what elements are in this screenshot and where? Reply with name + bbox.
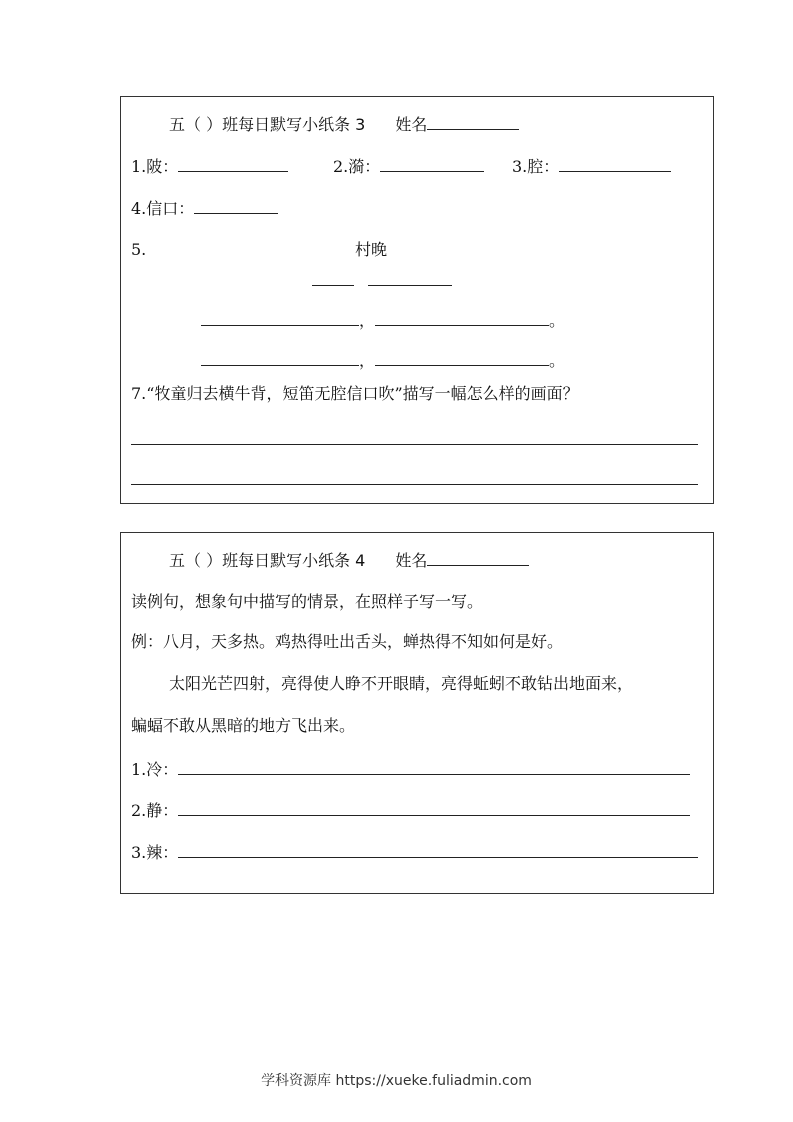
item-quiet: 2.静： — [131, 799, 690, 822]
card-title — [169, 113, 519, 136]
answer-blank[interactable] — [178, 841, 698, 858]
example-sentence: 例：八月，天多热。鸡热得吐出舌头，蝉热得不知如何是好。 — [131, 632, 564, 651]
name-blank[interactable] — [427, 113, 519, 130]
dynasty-blank[interactable] — [312, 285, 354, 286]
item-spicy: 3.辣： — [131, 841, 698, 864]
poem-line-1: ， 。 — [201, 309, 565, 332]
answer-blank[interactable] — [178, 155, 288, 172]
question-7: 7.“牧童归去横牛背，短笛无腔信口吹”描写一幅怎么样的画面？ — [131, 384, 579, 403]
answer-blank[interactable] — [559, 155, 671, 172]
question-2: 2.漪： — [333, 155, 484, 178]
dictation-card-4 — [120, 532, 714, 894]
poem-blank[interactable] — [375, 309, 549, 326]
card-title — [169, 549, 529, 572]
answer-line[interactable] — [131, 484, 698, 485]
instruction: 读例句，想象句中描写的情景，在照样子写一写。 — [131, 592, 484, 611]
footer-watermark: 学科资源库 https://xueke.fuliadmin.com — [261, 1073, 532, 1089]
poem-title: 村晚 — [355, 240, 388, 259]
name-label: 姓名 — [395, 115, 428, 134]
answer-blank[interactable] — [178, 799, 690, 816]
answer-blank[interactable] — [380, 155, 484, 172]
poem-blank[interactable] — [201, 309, 359, 326]
poem-blank[interactable] — [375, 349, 549, 366]
dictation-card-3 — [120, 96, 714, 504]
paragraph-line-1: 太阳光芒四射，亮得使人睁不开眼睛，亮得蚯蚓不敢钻出地面来， — [169, 674, 634, 693]
author-blank[interactable] — [368, 285, 452, 286]
question-1: 1.陂： — [131, 155, 288, 178]
title-text: 五（ ）班每日默写小纸条 3 — [169, 115, 366, 134]
item-cold: 1.冷： — [131, 758, 690, 781]
question-4: 4.信口： — [131, 197, 278, 220]
name-label: 姓名 — [395, 551, 428, 570]
paragraph-line-2: 蝙蝠不敢从黑暗的地方飞出来。 — [131, 716, 356, 735]
answer-blank[interactable] — [194, 197, 278, 214]
poem-blank[interactable] — [201, 349, 359, 366]
answer-blank[interactable] — [178, 758, 690, 775]
question-3: 3.腔： — [512, 155, 671, 178]
name-blank[interactable] — [427, 549, 529, 566]
answer-line[interactable] — [131, 444, 698, 445]
title-text: 五（ ）班每日默写小纸条 4 — [169, 551, 366, 570]
question-5-number: 5. — [131, 240, 147, 259]
poem-line-2: ， 。 — [201, 349, 565, 372]
